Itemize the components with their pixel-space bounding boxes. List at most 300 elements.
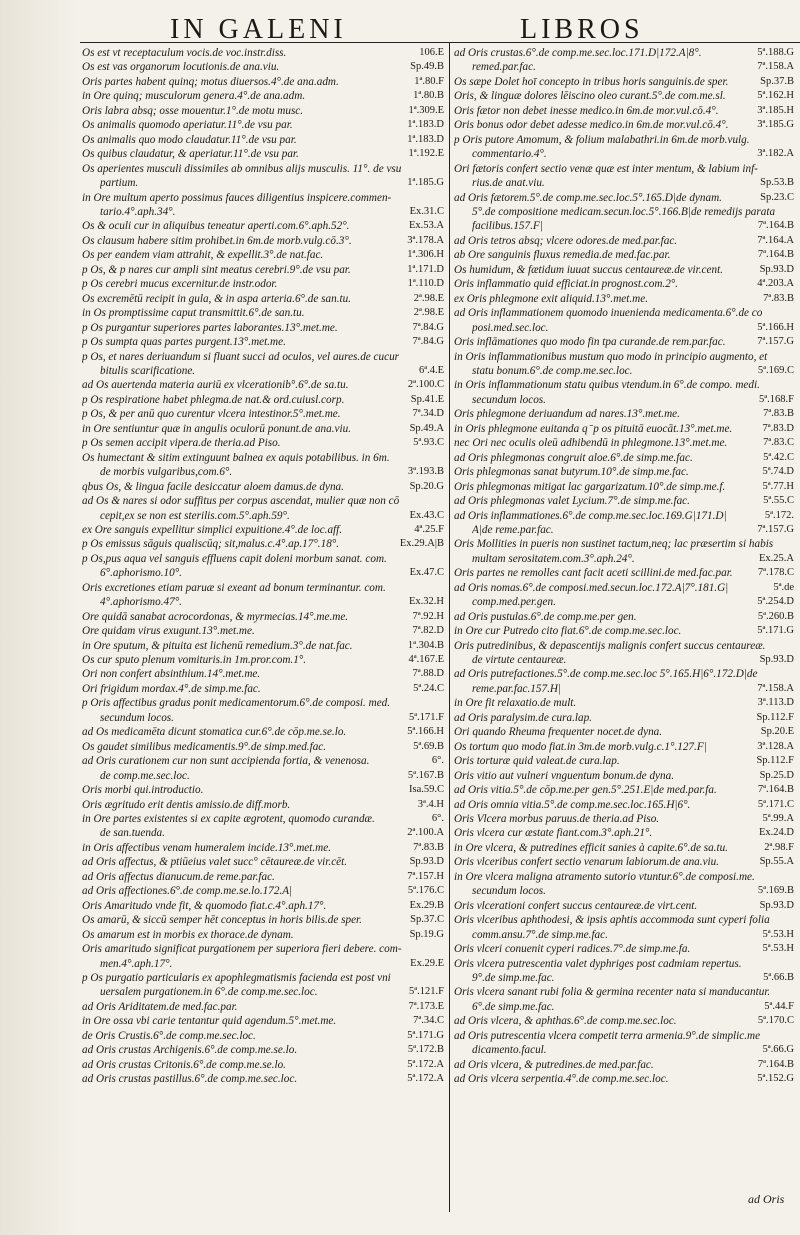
index-entry xyxy=(82,985,444,999)
entry-reference: 6°. xyxy=(431,755,444,767)
entry-reference: 7ª.83.D xyxy=(762,422,794,434)
index-entry xyxy=(454,422,794,436)
entry-text: tario.4°.aph.34°. xyxy=(100,205,176,218)
entry-reference: 1ª.171.D xyxy=(407,263,444,275)
entry-text: Os humidum, & fætidum iuuat succus centaureæ.de vir.cent. xyxy=(454,263,723,276)
entry-text: ad Oris Ariditatem.de med.fac.par. xyxy=(82,1000,238,1013)
index-entry xyxy=(82,812,444,826)
entry-text: 6°.de simp.me.fac. xyxy=(472,1000,555,1013)
index-entry xyxy=(454,682,794,696)
entry-text: in Ore multum aperto possimus fauces diligentius inspicere.commen- xyxy=(82,191,392,204)
index-entry xyxy=(454,277,794,291)
entry-text: 9°.de simp.me.fac. xyxy=(472,972,555,984)
entry-reference: 5ª.172.A xyxy=(407,1058,444,1070)
index-entry xyxy=(82,826,444,840)
entry-text: ad Oris crustas Archigenis.6°.de comp.me.se.lo. xyxy=(82,1044,298,1057)
entry-text: secundum locos. xyxy=(100,711,174,724)
entry-reference: 5ª.188.G xyxy=(757,47,794,58)
entry-reference: Sp.55.A xyxy=(759,856,794,868)
entry-reference: 2ª.98.F xyxy=(764,841,794,853)
entry-reference: Sp.93.D xyxy=(759,654,794,666)
index-entry xyxy=(82,769,444,783)
index-entry xyxy=(82,494,444,508)
index-entry xyxy=(454,667,794,681)
entry-reference: 1ª.110.D xyxy=(407,278,444,290)
entry-reference: Sp.93.D xyxy=(409,856,444,868)
entry-text: Os quibus claudatur, & aperiatur.11°.de vsu par. xyxy=(82,148,299,161)
entry-reference: Ex.47.C xyxy=(409,567,444,579)
entry-text: Oris Mollities in pueris non sustinet tactum,neq; lac præsertim si habis xyxy=(454,538,774,551)
index-entry xyxy=(454,624,794,638)
entry-text: Os amarum est in morbis ex thorace.de dynam. xyxy=(82,928,294,941)
entry-text: ex Ore sanguis expellitur simplici expuitione.4°.de loc.aff. xyxy=(82,523,343,536)
entry-text: de comp.me.sec.loc. xyxy=(100,769,190,782)
index-entry xyxy=(454,740,794,754)
entry-reference: Sp.25.D xyxy=(759,769,794,781)
entry-text: in Ore vlcera, & putredines efficit sanies à capite.6°.de sa.tu. xyxy=(454,841,728,854)
entry-text: in Os promptissime caput transmittit.6°.de san.tu. xyxy=(82,307,305,320)
index-entry xyxy=(82,725,444,739)
index-entry xyxy=(82,46,444,60)
index-entry xyxy=(82,104,444,118)
entry-text: ad Oris putrefactiones.5°.de comp.me.sec.loc 5°.165.H|6°.172.D|de xyxy=(454,668,758,681)
entry-text: p Os purgatio particularis ex apophlegmatismis facienda est post vni xyxy=(82,972,391,984)
index-entry xyxy=(454,60,794,74)
index-entry xyxy=(82,566,444,580)
index-entry xyxy=(454,812,794,826)
entry-reference: 3ª.128.A xyxy=(757,740,794,752)
entry-text: Ori quando Rheuma frequenter nocet.de dyna. xyxy=(454,726,663,739)
entry-text: Oris vlcera cur æstate fiant.com.3°.aph.21°. xyxy=(454,827,653,840)
catchword: ad Oris xyxy=(748,1192,785,1206)
entry-text: Os clausum habere sitim prohibet.in 6m.de morb.vulg.cō.3°. xyxy=(82,234,352,247)
entry-reference: Sp.37.C xyxy=(410,914,444,926)
entry-reference: 5ª.168.F xyxy=(759,393,794,405)
entry-text: de virtute centaureæ. xyxy=(472,654,567,667)
entry-text: Os animalis quo modo claudatur.11°.de vsu par. xyxy=(82,133,297,146)
entry-text: ad Oris phlegmonas valet Lycium.7°.de simp.me.fac. xyxy=(454,495,690,508)
index-entry xyxy=(82,610,444,624)
entry-reference: 5ª.167.B xyxy=(407,769,444,781)
entry-reference: 6ª.4.E xyxy=(418,364,444,376)
index-entry xyxy=(454,855,794,869)
entry-text: ab Ore sanguinis fluxus remedia.de med.fac.par. xyxy=(454,249,671,262)
index-entry xyxy=(82,147,444,161)
entry-reference: 7ª.173.E xyxy=(408,1000,444,1012)
entry-text: Os est vas organorum locutionis.de ana.viu. xyxy=(82,61,280,74)
index-entry xyxy=(454,133,794,147)
index-entry xyxy=(82,176,444,190)
index-entry xyxy=(82,783,444,797)
entry-reference: 106.E xyxy=(419,47,444,58)
entry-reference: Isa.59.C xyxy=(409,784,444,796)
index-entry xyxy=(82,60,444,74)
entry-reference: 7ª.164.B xyxy=(757,1058,794,1070)
index-entry xyxy=(82,378,444,392)
entry-reference: 7ª.84.G xyxy=(412,321,444,333)
index-entry xyxy=(454,263,794,277)
entry-reference: 7ª.164.B xyxy=(757,220,794,232)
index-entry xyxy=(454,870,794,884)
entry-reference: 1ª.80.F xyxy=(414,75,444,87)
entry-text: rius.de anat.viu. xyxy=(472,177,545,190)
entry-text: p Os,pus aqua vel sanguis effluens capit doleni morbum sanat. com. xyxy=(82,552,387,565)
entry-reference: 5ª.74.D xyxy=(762,466,794,478)
entry-reference: Ex.29.A|B xyxy=(399,538,444,550)
index-entry xyxy=(82,667,444,681)
index-entry xyxy=(454,552,794,566)
index-entry xyxy=(82,841,444,855)
entry-text: Os animalis quomodo aperiatur.11°.de vsu par. xyxy=(82,119,293,132)
entry-text: ad Oris tetros absq; vlcere odores.de med.par.fac. xyxy=(454,234,678,247)
entry-reference: 4ª.25.F xyxy=(414,523,444,535)
entry-reference: 2ª.98.E xyxy=(413,307,444,319)
entry-text: de morbis vulgaribus,com.6°. xyxy=(100,466,233,479)
entry-text: Oris amaritudo significat purgationem per superiora fieri debere. com- xyxy=(82,943,402,956)
index-entry xyxy=(454,436,794,450)
index-entry xyxy=(454,89,794,103)
entry-text: Os est vt receptaculum vocis.de voc.instr.diss. xyxy=(82,47,287,59)
index-entry xyxy=(454,393,794,407)
index-entry xyxy=(82,263,444,277)
index-entry xyxy=(82,899,444,913)
index-entry xyxy=(82,393,444,407)
entry-text: Oris vitio aut vulneri vnguentum bonum.de dyna. xyxy=(454,769,674,782)
entry-text: posi.med.sec.loc. xyxy=(472,321,549,334)
index-entry xyxy=(82,1000,444,1014)
entry-text: ad Oris pustulas.6°.de comp.me.per gen. xyxy=(454,610,637,623)
index-entry xyxy=(454,306,794,320)
entry-text: in Ore ossa vbi carie tentantur quid agendum.5°.met.me. xyxy=(82,1015,337,1028)
index-entry xyxy=(82,436,444,450)
index-entry xyxy=(454,350,794,364)
entry-text: men.4°.aph.17°. xyxy=(100,957,173,970)
entry-text: ad Oris crustas Critonis.6°.de comp.me.se.lo. xyxy=(82,1058,286,1071)
index-entry xyxy=(454,465,794,479)
entry-reference: Sp.112.F xyxy=(756,755,794,767)
entry-text: ad Oris vlcera, & putredines.de med.par.fac. xyxy=(454,1058,654,1071)
entry-reference: 7ª.82.D xyxy=(412,625,444,637)
entry-reference: 3ª.4.H xyxy=(417,798,444,810)
index-entry xyxy=(82,581,444,595)
index-entry xyxy=(82,552,444,566)
index-entry xyxy=(82,696,444,710)
entry-text: secundum locos. xyxy=(472,393,546,406)
entry-reference: 5ª.171.C xyxy=(757,798,794,810)
entry-reference: 7ª.83.C xyxy=(763,437,794,449)
entry-reference: Sp.20.E xyxy=(760,726,794,738)
entry-text: de san.tuenda. xyxy=(100,827,165,840)
entry-reference: 5ª.176.C xyxy=(407,885,444,897)
index-entry xyxy=(82,523,444,537)
entry-text: commentario.4°. xyxy=(472,148,547,161)
entry-reference: 5ª.44.F xyxy=(764,1000,794,1012)
entry-reference: 3ª.178.A xyxy=(407,234,444,246)
index-entry xyxy=(454,176,794,190)
index-entry xyxy=(454,610,794,624)
entry-reference: 5ª.93.C xyxy=(413,437,444,449)
entry-text: Oris vlceribus aphthodesi, & ipsis aphtis accommoda sunt cyperi folia xyxy=(454,914,770,927)
index-entry xyxy=(82,942,444,956)
entry-text: ad Oris putrescentia vlcera competit terra armenia.9°.de simplic.me xyxy=(454,1029,761,1042)
entry-reference: 5ª.121.F xyxy=(409,986,444,998)
entry-reference: Ex.31.C xyxy=(409,205,444,217)
index-entry xyxy=(454,205,794,219)
entry-reference: 7ª.158.A xyxy=(757,61,794,73)
entry-reference: 5ª.254.D xyxy=(757,596,794,608)
entry-text: Oris torturæ quid valeat.de cura.lap. xyxy=(454,755,620,768)
index-entry xyxy=(82,595,444,609)
index-entry xyxy=(454,75,794,89)
entry-reference: 5ª.66.G xyxy=(762,1044,794,1056)
index-entry xyxy=(454,639,794,653)
index-entry xyxy=(82,335,444,349)
entry-text: Oris fætor non debet inesse medico.in 6m.de mor.vul.cō.4°. xyxy=(454,104,719,117)
index-entry xyxy=(82,1072,444,1086)
index-entry xyxy=(82,118,444,132)
entry-text: ad Oris fætorem.5°.de comp.me.sec.loc.5°.165.D|de dynam. xyxy=(454,191,722,204)
index-entry xyxy=(82,277,444,291)
entry-text: in Ore vlcera maligna atramento sutorio vtuntur.6°.de composi.me. xyxy=(454,870,755,883)
entry-reference: 5ª.172. xyxy=(764,509,794,521)
entry-text: partium. xyxy=(100,177,139,190)
entry-text: Oris ægritudo erit dentis amissio.de diff.morb. xyxy=(82,798,291,811)
index-entry xyxy=(454,1000,794,1014)
entry-reference: Sp.93.D xyxy=(759,899,794,911)
index-entry xyxy=(454,783,794,797)
entry-text: Os cur sputo plenum vomituris.in 1m.pror.com.1°. xyxy=(82,654,307,667)
entry-reference: 3ª.185.G xyxy=(757,119,794,131)
entry-reference: Ex.29.B xyxy=(409,899,444,911)
entry-text: ad Oris vitia.5°.de cōp.me.per gen.5°.251.E|de med.par.fa. xyxy=(454,784,717,797)
entry-text: ad Oris inflammationes.6°.de comp.me.sec.loc.169.G|171.D| xyxy=(454,509,727,522)
entry-text: Oris partes ne remolles cant facit aceti scillini.de med.fac.par. xyxy=(454,567,733,580)
entry-text: Oris labra absq; osse mouentur.1°.de motu musc. xyxy=(82,104,304,117)
index-column-left xyxy=(82,46,444,1087)
index-entry xyxy=(454,234,794,248)
index-entry xyxy=(454,971,794,985)
index-entry xyxy=(82,451,444,465)
index-entry xyxy=(454,523,794,537)
index-entry xyxy=(82,682,444,696)
entry-text: ad Oris phlegmonas congruit aloe.6°.de simp.me.fac. xyxy=(454,451,693,464)
entry-text: statu bonum.6°.de comp.me.sec.loc. xyxy=(472,364,633,377)
entry-reference: 5ª.169.C xyxy=(757,364,794,376)
entry-reference: Sp.37.B xyxy=(760,75,794,87)
index-entry xyxy=(454,162,794,176)
index-entry xyxy=(454,1072,794,1086)
entry-reference: 5ª.152.G xyxy=(757,1073,794,1085)
entry-reference: 7ª.84.G xyxy=(412,336,444,348)
index-entry xyxy=(454,364,794,378)
entry-text: bitulis scarificatione. xyxy=(100,364,196,377)
entry-text: p Os cerebri mucus excernitur.de instr.odor. xyxy=(82,278,278,291)
entry-text: comp.med.per.gen. xyxy=(472,596,556,609)
entry-text: p Os emissus sāguis qualiscūq; sit,malus.c.4°.ap.17°.18°. xyxy=(82,538,340,551)
index-entry xyxy=(82,205,444,219)
index-entry xyxy=(454,653,794,667)
entry-text: p Os, et nares deriuandum si fluant succi ad oculos, vel aures.de cucur xyxy=(82,350,400,363)
entry-reference: 5ª.169.B xyxy=(757,885,794,897)
index-entry xyxy=(454,985,794,999)
index-entry xyxy=(454,321,794,335)
entry-reference: 5ª.53.H xyxy=(762,928,794,940)
index-entry xyxy=(82,1014,444,1028)
entry-reference: 7ª.157.H xyxy=(407,870,444,882)
entry-text: Oris vlcera putrescentia valet dyphriges post cadmiam repertus. xyxy=(454,957,742,970)
entry-text: p Os semen accipit vipera.de theria.ad Piso. xyxy=(82,437,281,450)
entry-text: ad Oris crustas pastillus.6°.de comp.me.sec.loc. xyxy=(82,1073,298,1086)
entry-text: dicamento.facul. xyxy=(472,1044,547,1057)
entry-reference: 5ª.66.B xyxy=(763,972,794,983)
entry-text: p Oris affectibus gradus ponit medicamentorum.6°.de composi. med. xyxy=(82,697,391,710)
entry-reference: 7ª.34.C xyxy=(413,1015,444,1027)
entry-text: Os tortum quo modo fiat.in 3m.de morb.vulg.c.1°.127.F| xyxy=(454,740,707,753)
entry-reference: 1ª.304.B xyxy=(407,639,444,651)
entry-reference: 1ª.183.D xyxy=(407,133,444,145)
entry-reference: Ex.29.E xyxy=(410,957,444,969)
entry-text: Oris phlegmonas sanat butyrum.10°.de simp.me.fac. xyxy=(454,466,689,479)
entry-text: 4°.aphorismo.47°. xyxy=(100,596,182,609)
entry-reference: 5ª.166.H xyxy=(407,726,444,738)
index-entry xyxy=(454,537,794,551)
entry-text: Oris vlceribus confert sectio venarum labiorum.de ana.viu. xyxy=(454,856,720,869)
entry-reference: 5ª.170.C xyxy=(757,1015,794,1027)
entry-reference: 1ª.183.D xyxy=(407,119,444,131)
index-entry xyxy=(82,1029,444,1043)
index-entry xyxy=(82,855,444,869)
index-entry xyxy=(82,798,444,812)
entry-reference: 7ª.178.C xyxy=(757,567,794,579)
entry-text: 6°.aphorismo.10°. xyxy=(100,567,182,580)
entry-text: in Ore quinq; musculorum genera.4°.de ana.adm. xyxy=(82,90,306,103)
entry-text: ad Os auertenda materia auriū ex vlcerationib°.6°.de sa.tu. xyxy=(82,379,349,392)
entry-reference: 7ª.83.B xyxy=(763,408,794,420)
entry-reference: 7ª.88.D xyxy=(412,668,444,680)
index-entry xyxy=(454,884,794,898)
entry-text: ad Oris inflammationem quomodo inuenienda medicamenta.6°.de co xyxy=(454,307,763,320)
entry-reference: 7ª.157.G xyxy=(757,336,794,348)
entry-text: de Oris Crustis.6°.de comp.me.sec.loc. xyxy=(82,1029,256,1042)
index-entry xyxy=(82,422,444,436)
entry-reference: 4ª.203.A xyxy=(757,278,794,290)
index-entry xyxy=(454,928,794,942)
index-entry xyxy=(454,219,794,233)
index-entry xyxy=(454,1043,794,1057)
header-title-left: IN GALENI xyxy=(170,14,347,45)
entry-text: Os excremētū recipit in gula, & in aspa arteria.6°.de san.tu. xyxy=(82,292,352,305)
entry-text: Ori non confert absinthium.14°.met.me. xyxy=(82,668,261,681)
index-entry xyxy=(82,306,444,320)
index-entry xyxy=(454,957,794,971)
entry-text: in Oris phlegmone euitanda q ̄ p os pituitā euocāt.13°.met.me. xyxy=(454,422,733,435)
entry-reference: 5ª.99.A xyxy=(762,813,794,825)
index-entry xyxy=(82,957,444,971)
entry-reference: Sp.112.F xyxy=(756,711,794,723)
entry-reference: 7ª.83.B xyxy=(413,841,444,853)
entry-text: ad Os medicamēta dicunt stomatica cur.6°.de cōp.me.se.lo. xyxy=(82,726,347,739)
entry-text: Os aperientes musculi dissimiles ab omnibus alijs musculis. 11°. de vsu xyxy=(82,162,402,175)
index-entry xyxy=(82,971,444,985)
entry-reference: 2ª.100.C xyxy=(407,379,444,391)
index-entry xyxy=(82,465,444,479)
index-entry xyxy=(454,46,794,60)
index-entry xyxy=(82,754,444,768)
index-entry xyxy=(82,248,444,262)
entry-reference: 3ª.182.A xyxy=(757,148,794,160)
index-entry xyxy=(454,899,794,913)
entry-reference: 1ª.306.H xyxy=(407,249,444,261)
entry-reference: Ex.25.A xyxy=(759,552,794,564)
entry-text: Oris morbi qui.introductio. xyxy=(82,784,204,797)
entry-reference: 5ª.172.B xyxy=(407,1044,444,1056)
index-entry xyxy=(454,566,794,580)
entry-reference: Sp.93.D xyxy=(759,263,794,275)
index-entry xyxy=(454,118,794,132)
entry-reference: 6°. xyxy=(431,813,444,825)
entry-text: ad Oris vlcera serpentia.4°.de comp.me.sec.loc. xyxy=(454,1073,669,1086)
index-entry xyxy=(82,928,444,942)
entry-reference: Sp.19.G xyxy=(409,928,444,940)
entry-text: ad Oris affectiones.6°.de comp.me.se.lo.172.A| xyxy=(82,885,293,898)
column-divider xyxy=(449,42,450,1212)
index-entry xyxy=(454,798,794,812)
index-entry xyxy=(82,75,444,89)
entry-reference: Ex.24.D xyxy=(759,827,794,839)
index-entry xyxy=(454,826,794,840)
entry-text: Oris inflammatio quid efficiat.in prognost.com.2°. xyxy=(454,278,679,291)
entry-text: Os amarū, & siccū semper hēt conceptus in horis bilis.de sper. xyxy=(82,914,362,927)
index-entry xyxy=(454,147,794,161)
entry-text: Oris vlcera sanant rubi folia & germina recenter nata si manducantur. xyxy=(454,986,771,999)
index-entry xyxy=(454,942,794,956)
entry-text: reme.par.fac.157.H| xyxy=(472,682,562,695)
entry-text: Oris vlcerationi confert succus centaureæ.de virt.cent. xyxy=(454,899,698,912)
index-entry xyxy=(82,407,444,421)
entry-reference: 5ª.166.H xyxy=(757,321,794,333)
index-entry xyxy=(82,913,444,927)
entry-reference: Ex.32.H xyxy=(409,596,444,608)
entry-reference: 7ª.164.A xyxy=(757,234,794,246)
index-entry xyxy=(82,219,444,233)
entry-reference: 5ª.171.G xyxy=(407,1029,444,1041)
entry-text: in Ore partes existentes si ex capite ægrotent, quomodo curandæ. xyxy=(82,813,375,826)
entry-text: Os per eandem viam attrahit, & expellit.3°.de nat.fac. xyxy=(82,249,324,262)
entry-reference: 5ª.55.C xyxy=(763,495,794,507)
entry-text: p Os, & p nares cur ampli sint meatus cerebri.9°.de vsu par. xyxy=(82,263,351,276)
index-entry xyxy=(82,89,444,103)
index-entry xyxy=(454,711,794,725)
entry-text: Oris phlegmonas mitigat lac gargarizatum.10°.de simp.me.f. xyxy=(454,480,726,493)
entry-reference: Ex.43.C xyxy=(409,509,444,521)
entry-reference: 5ª.24.C xyxy=(413,682,444,694)
entry-text: p Oris putore Amomum, & folium malabathri.in 6m.de morb.vulg. xyxy=(454,133,750,146)
header-title-right: LIBROS xyxy=(520,14,644,45)
index-entry xyxy=(454,407,794,421)
entry-text: in Ore fit relaxatio.de mult. xyxy=(454,697,577,710)
entry-text: Oris inflāmationes quo modo fin tpa curande.de rem.par.fac. xyxy=(454,336,726,349)
index-entry xyxy=(454,1014,794,1028)
entry-reference: Sp.53.B xyxy=(760,177,794,189)
index-entry xyxy=(454,725,794,739)
entry-text: Oris phlegmone deriuandum ad nares.13°.met.me. xyxy=(454,408,680,421)
entry-text: ex Oris phlegmone exit aliquid.13°.met.me. xyxy=(454,292,648,305)
entry-text: 5°.de compositione medicam.secun.loc.5°.166.B|de remedijs parata xyxy=(472,205,776,218)
entry-text: ad Oris nomas.6°.de composi.med.secun.loc.172.A|7°.181.G| xyxy=(454,581,729,594)
index-entry xyxy=(82,711,444,725)
entry-text: qbus Os, & lingua facile desiccatur aloem damus.de dyna. xyxy=(82,480,344,493)
entry-text: secundum locos. xyxy=(472,885,546,898)
